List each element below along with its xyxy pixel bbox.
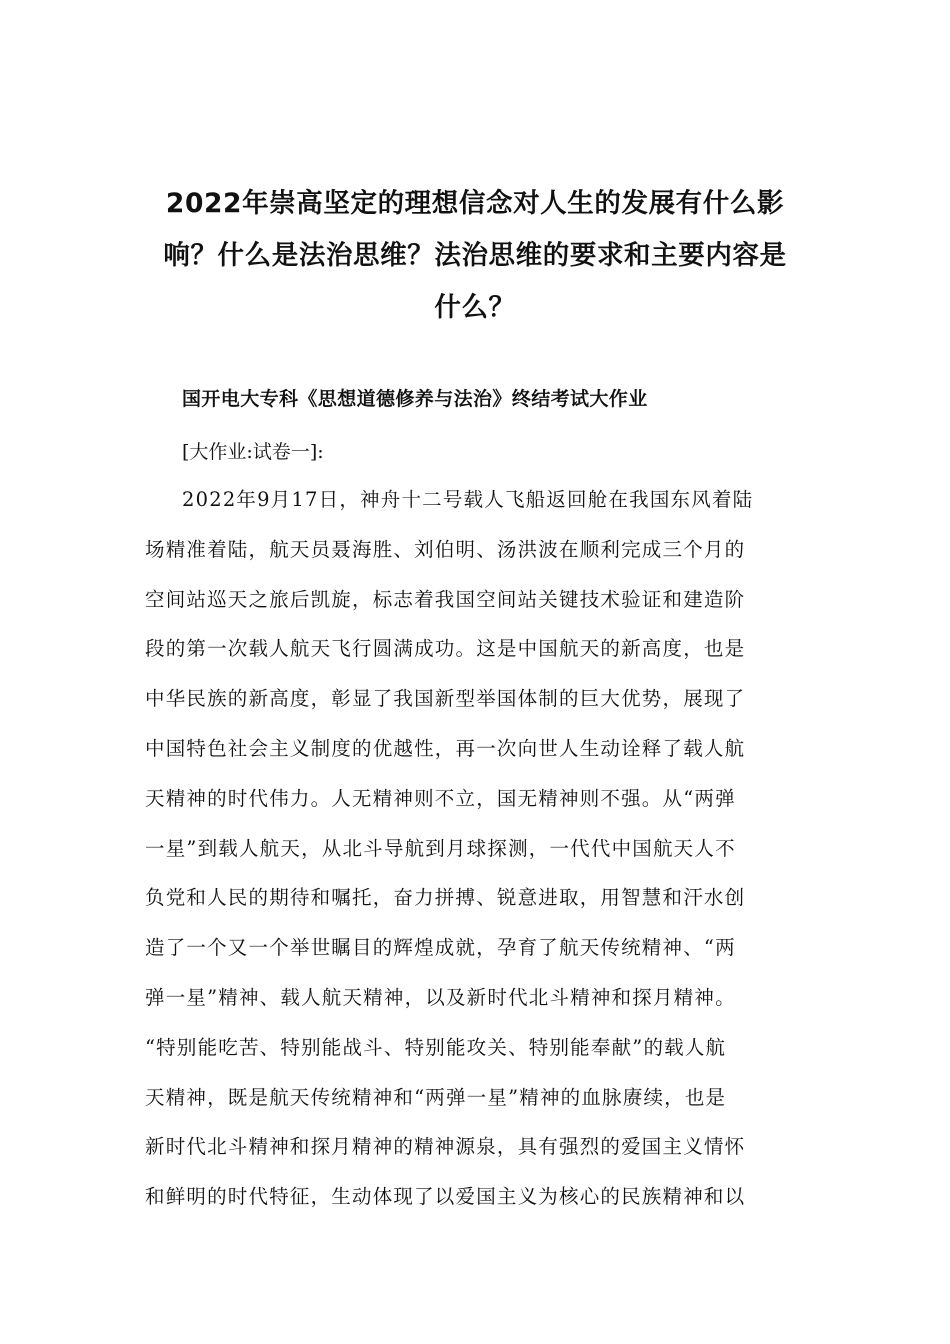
body-line: 中国特色社会主义制度的优越性，再一次向世人生动诠释了载人航 xyxy=(145,736,746,760)
body-line: 新时代北斗精神和探月精神的精神源泉，具有强烈的爱国主义情怀 xyxy=(145,1135,746,1159)
title-line: 2022年崇高坚定的理想信念对人生的发展有什么影 xyxy=(165,188,785,219)
body-line: “特别能吃苦、特别能战斗、特别能攻关、特别能奉献”的载人航 xyxy=(145,1035,727,1059)
body-line: 弹一星”精神、载人航天精神，以及新时代北斗精神和探月精神。 xyxy=(145,985,736,1009)
title-line: 响？什么是法治思维？法治思维的要求和主要内容是 xyxy=(163,240,787,271)
body-paragraph xyxy=(145,481,810,1228)
body-line: 天精神，既是航天传统精神和“两弹一星”精神的血脉赓续，也是 xyxy=(145,1085,727,1109)
assignment-label: [大作业:试卷一]: xyxy=(182,441,324,463)
body-line: 2022年9月17日，神舟十二号载人飞船返回舱在我国东风着陆 xyxy=(182,488,754,511)
body-line: 场精准着陆，航天员聂海胜、刘伯明、汤洪波在顺利完成三个月的 xyxy=(145,537,746,561)
document-subtitle: 国开电大专科《思想道德修养与法治》终结考试大作业 xyxy=(182,388,648,410)
body-line: 和鲜明的时代特征，生动体现了以爱国主义为核心的民族精神和以 xyxy=(145,1185,746,1209)
body-line: 造了一个又一个举世瞩目的辉煌成就，孕育了航天传统精神、“两 xyxy=(145,936,736,960)
body-line: 负党和人民的期待和嘱托，奋力拼搏、锐意进取，用智慧和汗水创 xyxy=(145,886,746,910)
body-line: 中华民族的新高度，彰显了我国新型举国体制的巨大优势，展现了 xyxy=(145,687,746,711)
body-line: 一星”到载人航天，从北斗导航到月球探测，一代代中国航天人不 xyxy=(145,836,736,860)
document-title xyxy=(140,178,810,334)
body-line: 段的第一次载人航天飞行圆满成功。这是中国航天的新高度，也是 xyxy=(145,637,746,661)
title-line: 什么？ xyxy=(434,292,516,323)
body-line: 天精神的时代伟力。人无精神则不立，国无精神则不强。从“两弹 xyxy=(145,786,736,810)
body-line: 空间站巡天之旅后凯旋，标志着我国空间站关键技术验证和建造阶 xyxy=(145,587,746,611)
